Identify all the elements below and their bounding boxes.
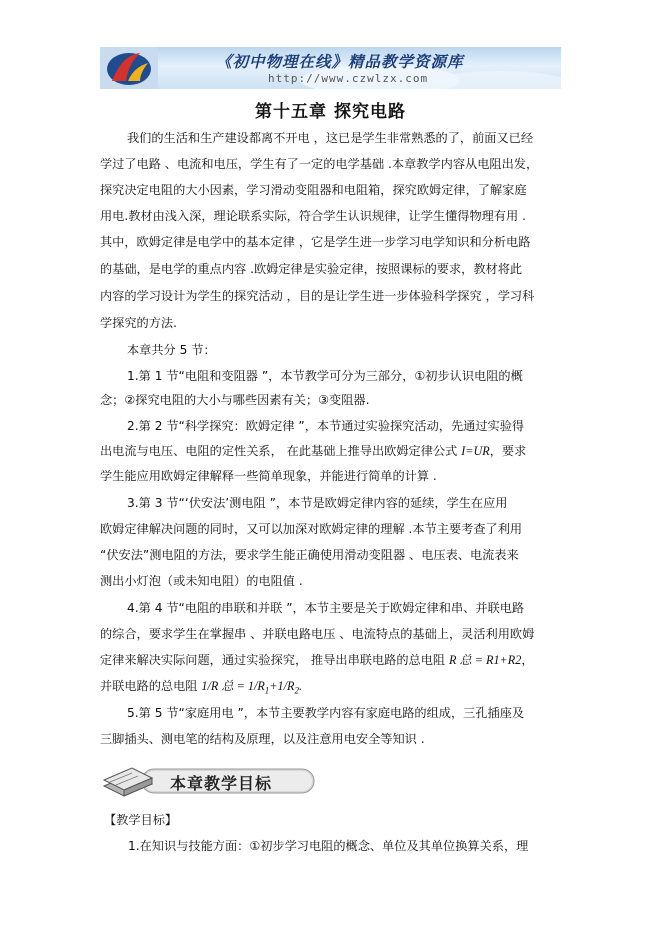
parallel-resistance-formula: 1/R 总 = $1/R_1+1/R_2$. [201, 679, 302, 696]
section-2-line: 2.第 2 节“科学探究：欧姆定律 ”，本节通过实验探究活动，先通过实验得 [127, 419, 525, 433]
series-resistance-formula: R 总 = R1+R2 [449, 653, 522, 667]
text-line: 学过了电路 、电流和电压，学生有了一定的电学基础 .本章教学内容从电阻出发， [100, 157, 539, 171]
site-logo-icon [100, 47, 158, 89]
section-5-line: 三脚插头、测电笔的结构及原理，以及注意用电安全等知识 . [100, 732, 425, 746]
section-2-line: 学生能应用欧姆定律解释一些简单现象，并能进行简单的计算 . [100, 469, 437, 483]
section-1-line: 念；②探究电阻的大小与哪些因素有关；③变阻器. [100, 393, 370, 407]
section-4-line [100, 679, 302, 697]
section-4-line: 4.第 4 节“电阻的串联和并联 ”，本节主要是关于欧姆定律和串、并联电路 [127, 601, 525, 615]
section-2-text: 出电流与电压、电阻的定性关系， 在此基础上推导出欧姆定律公式 [100, 444, 462, 458]
sections-intro: 本章共分 5 节： [127, 343, 216, 357]
banner-title: 《初中物理在线》精品教学资源库 [216, 52, 464, 71]
section-3-line: 欧姆定律解决问题的同时，又可以加深对欧姆定律的理解 .本节主要考查了利用 [100, 522, 523, 536]
goals-header: 【教学目标】 [104, 813, 178, 827]
section-4-line [100, 653, 534, 667]
text-line: 我们的生活和生产建设都离不开电 ，这已是学生非常熟悉的了，前面又已经 [127, 131, 534, 145]
section-5-line: 5.第 5 节“家庭用电 ”，本节主要教学内容有家庭电路的组成，三孔插座及 [127, 706, 525, 720]
badge-label: 本章教学目标 [170, 774, 273, 793]
text-line: 用电.教材由浅入深，理论联系实际，符合学生认识规律，让学生懂得物理有用 . [100, 209, 526, 223]
ohms-law-formula: I=UR [461, 444, 490, 458]
text-line: 内容的学习设计为学生的探究活动 ，目的是让学生进一步体验科学探究 ，学习科 [100, 289, 535, 303]
text-line: 其中，欧姆定律是电学中的基本定律 ，它是学生进一步学习电学知识和分析电路 [100, 235, 531, 249]
section-3-line: 3.第 3 节“‘伏安法’测电阻 ”，本节是欧姆定律内容的延续，学生在应用 [127, 496, 508, 510]
section-2-text: ，要求 [489, 444, 527, 458]
section-4-text: 定律来解决实际问题，通过实验探究， 推导出串联电路的总电阻 [100, 653, 449, 667]
section-4-line: 的综合，要求学生在掌握串 、并联电路电压 、电流特点的基础上，灵活利用欧姆 [100, 627, 535, 641]
section-4-text: 并联电路的总电阻 [100, 679, 202, 693]
section-4-text: ， [521, 653, 534, 667]
text-line: 学探究的方法. [100, 316, 177, 330]
text-line: 的基础，是电学的重点内容 .欧姆定律是实验定律，按照课标的要求，教材将此 [100, 262, 523, 276]
section-1-line: 1.第 1 节“电阻和变阻器 ”，本节教学可分为三部分，①初步认识电阻的概 [127, 369, 523, 383]
text-line: 探究决定电阻的大小因素，学习滑动变阻器和电阻箱，探究欧姆定律，了解家庭 [100, 183, 527, 197]
section-3-line: “伏安法”测电阻的方法，要求学生能正确使用滑动变阻器 、电压表、电流表来 [100, 548, 519, 562]
books-icon [104, 768, 152, 796]
section-3-line: 测出小灯泡（或未知电阻）的电阻值 . [100, 574, 303, 588]
chapter-title: 第十五章 探究电路 [255, 102, 406, 122]
goal-line: 1.在知识与技能方面：①初步学习电阻的概念、单位及其单位换算关系，理 [128, 839, 529, 853]
section-2-line [100, 444, 526, 458]
banner-url[interactable]: http://www.czwlzx.com [268, 72, 429, 85]
header-banner [100, 47, 561, 89]
